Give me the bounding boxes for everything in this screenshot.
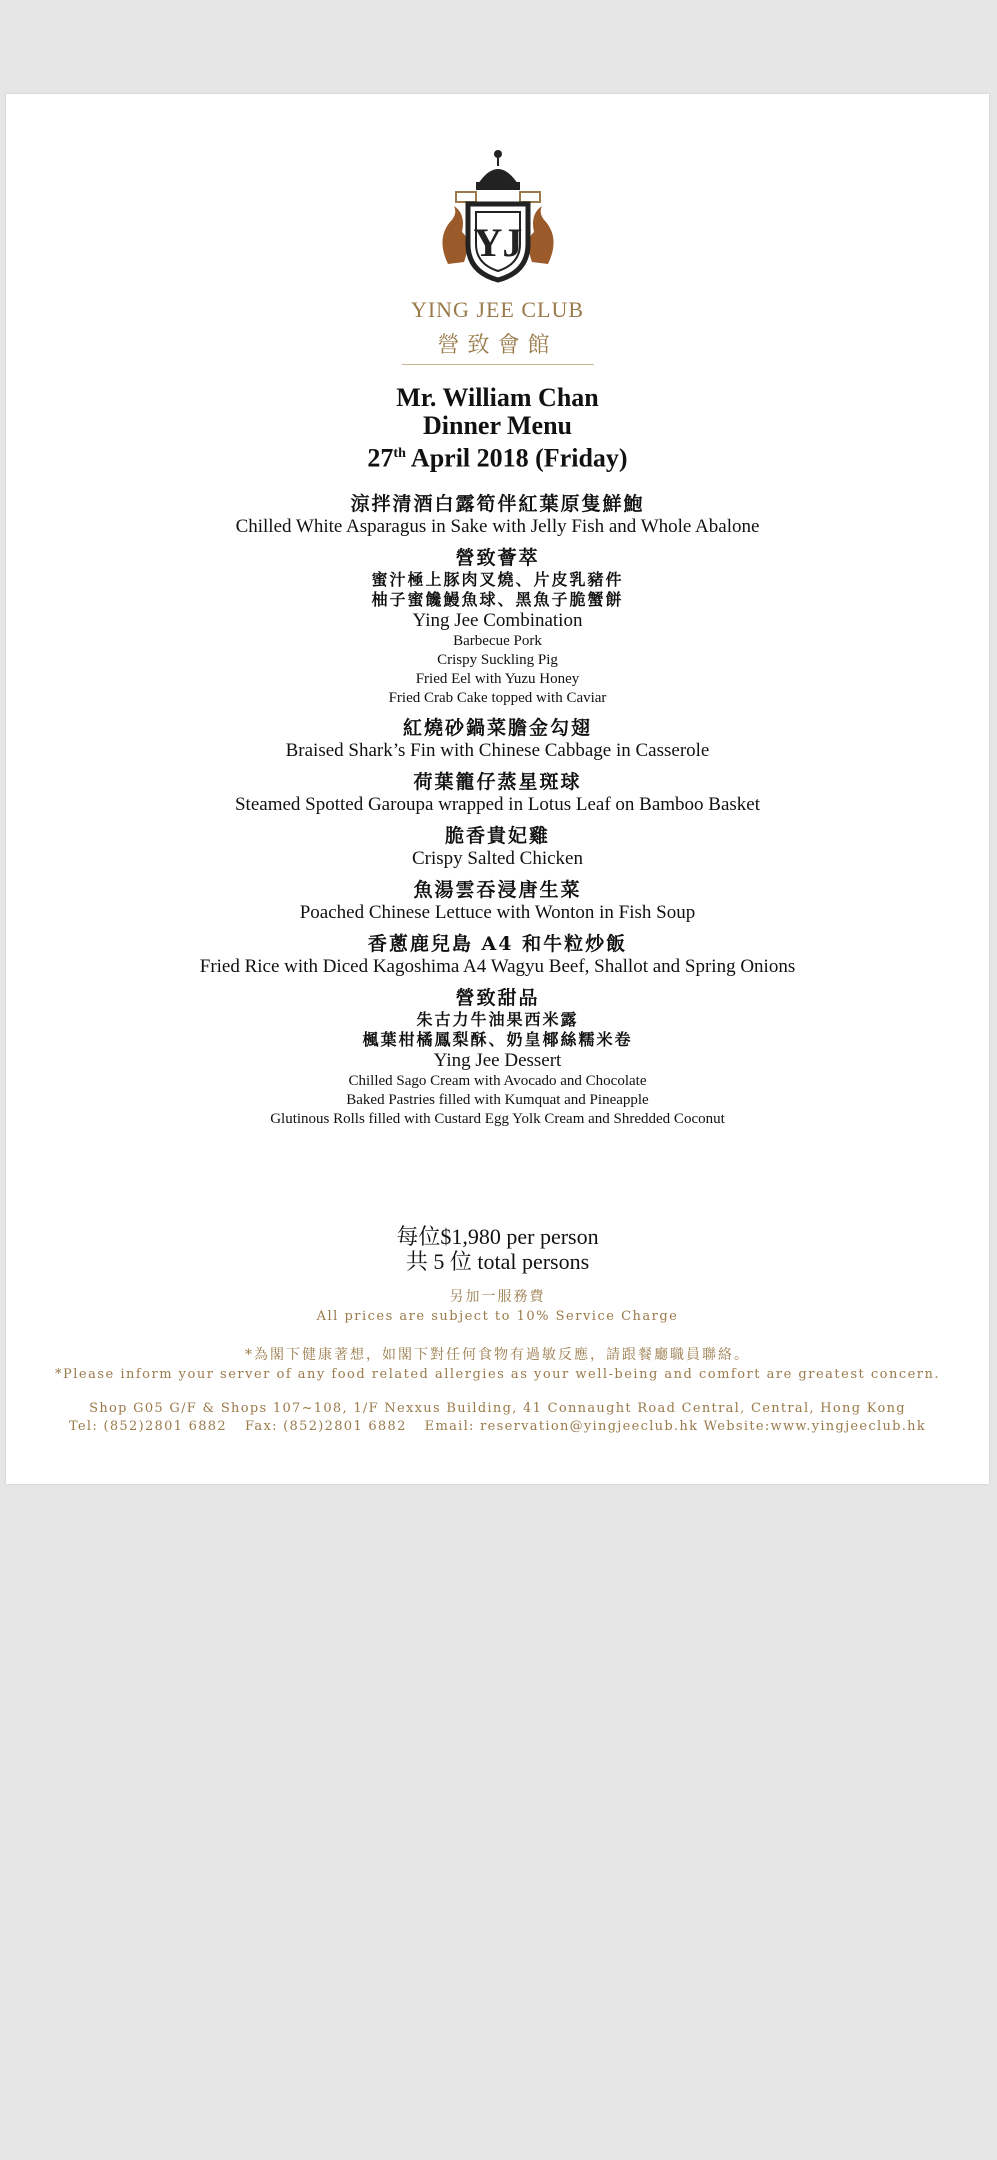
allergy-note-en: *Please inform your server of any food related allergies as your well-being and comfort are greatest concern.	[54, 1367, 941, 1382]
allergy-note-zh: *為閣下健康著想，如閣下對任何食物有過敏反應，請跟餐廳職員聯絡。	[245, 1347, 750, 1363]
address: Shop G05 G/F & Shops 107~108, 1/F Nexxus Building, 41 Connaught Road Central, Central, Hong Kong	[89, 1401, 906, 1416]
course-title-zh: 脆香貴妃雞	[444, 825, 550, 847]
course-title-zh: 涼拌清酒白露筍伴紅葉原隻鮮鮑	[350, 493, 645, 515]
course	[6, 716, 989, 762]
pricing	[6, 1224, 989, 1274]
course-title-en: Braised Shark’s Fin with Chinese Cabbage in Casserole	[285, 740, 710, 761]
contact-line	[6, 1418, 989, 1436]
course-title-en: Crispy Salted Chicken	[412, 848, 583, 869]
course-item: Fried Crab Cake topped with Caviar	[388, 690, 607, 706]
service-charge-en: All prices are subject to 10% Service Charge	[316, 1309, 679, 1324]
course	[6, 986, 989, 1129]
course-item: Barbecue Pork	[453, 633, 542, 649]
course-title-en: Poached Chinese Lettuce with Wonton in Fish Soup	[299, 902, 696, 923]
course-title-zh: 紅燒砂鍋菜膽金勾翅	[402, 717, 592, 739]
course	[6, 878, 989, 924]
email-website: Email: reservation@yingjeeclub.hk Website:www.yingjeeclub.hk	[424, 1419, 927, 1434]
course-subtitle-zh: 柚子蜜饞鰻魚球、黑魚子脆蟹餅	[371, 590, 624, 609]
date-rest: April 2018 (Friday)	[405, 443, 628, 473]
brand-name-en: YING JEE CLUB	[410, 297, 585, 322]
menu-type: Dinner Menu	[422, 411, 573, 440]
course	[6, 492, 989, 538]
course	[6, 546, 989, 708]
total-persons-en: total persons	[471, 1249, 590, 1274]
course-title-zh: 香蔥鹿兒島 A4 和牛粒炒飯	[367, 933, 628, 955]
menu-page	[6, 94, 989, 1484]
course-item: Baked Pastries filled with Kumquat and Pineapple	[346, 1092, 649, 1108]
crest-icon	[428, 144, 568, 289]
course-item: Glutinous Rolls filled with Custard Egg Yolk Cream and Shredded Coconut	[270, 1111, 725, 1127]
total-persons	[6, 1249, 989, 1274]
brand-divider	[402, 364, 594, 365]
menu-title	[6, 384, 989, 473]
course	[6, 770, 989, 816]
course	[6, 932, 989, 978]
price-per-person	[6, 1224, 989, 1249]
phone: Tel: (852)2801 6882	[68, 1419, 227, 1434]
course-subtitle-zh: 朱古力牛油果西米露	[416, 1010, 579, 1029]
fax: Fax: (852)2801 6882	[244, 1419, 407, 1434]
course-title-zh: 魚湯雲吞浸唐生菜	[413, 879, 582, 901]
course-title-zh: 荷葉籠仔蒸星斑球	[413, 771, 582, 793]
course-subtitle-zh: 楓葉柑橘鳳梨酥、奶皇椰絲糯米卷	[362, 1030, 633, 1049]
course-title-zh: 營致甜品	[455, 987, 540, 1009]
service-charge-zh: 另加一服務費	[449, 1289, 546, 1305]
service-charge-note	[6, 1288, 989, 1326]
course-title-en: Chilled White Asparagus in Sake with Jelly Fish and Whole Abalone	[235, 516, 760, 537]
total-persons-zh: 共 5 位	[405, 1249, 472, 1274]
date-suffix: th	[393, 446, 406, 461]
contact-info	[6, 1400, 989, 1436]
course-title-en: Fried Rice with Diced Kagoshima A4 Wagyu Beef, Shallot and Spring Onions	[199, 956, 796, 977]
allergy-note	[6, 1346, 989, 1384]
course-title-zh: 營致薈萃	[455, 547, 540, 569]
price-per-person-en: $1,980 per person	[440, 1224, 599, 1249]
course-item: Crispy Suckling Pig	[437, 652, 558, 668]
course	[6, 824, 989, 870]
menu-date	[6, 440, 989, 473]
date-day: 27	[367, 443, 394, 473]
club-logo	[6, 144, 989, 294]
guest-name: Mr. William Chan	[396, 383, 599, 412]
course-item: Chilled Sago Cream with Avocado and Chocolate	[348, 1073, 647, 1089]
course-title-en: Steamed Spotted Garoupa wrapped in Lotus Leaf on Bamboo Basket	[234, 794, 760, 815]
course-list	[6, 492, 989, 1137]
course-subtitle-zh: 蜜汁極上豚肉叉燒、片皮乳豬件	[371, 570, 624, 589]
course-title-en: Ying Jee Combination	[412, 610, 583, 631]
course-item: Fried Eel with Yuzu Honey	[415, 671, 580, 687]
logo-monogram: YJ	[473, 220, 522, 265]
course-title-en: Ying Jee Dessert	[433, 1050, 562, 1071]
brand-name-zh: 營致會館	[437, 333, 558, 358]
price-per-person-zh: 每位	[396, 1224, 441, 1249]
